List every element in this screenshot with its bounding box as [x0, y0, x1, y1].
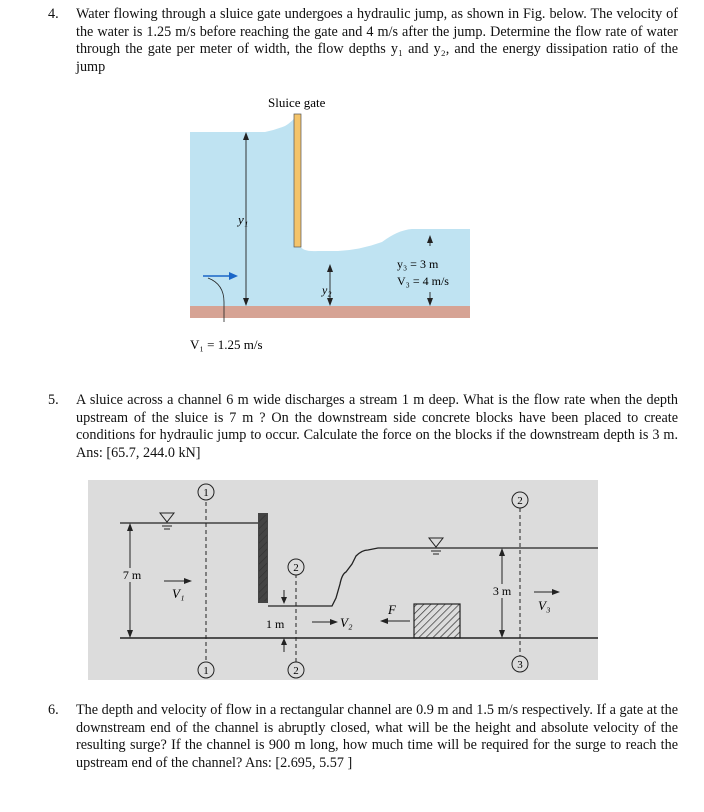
sluice-gate-figure	[150, 92, 530, 362]
problem-6-number: 6.	[48, 702, 59, 718]
sluice-gate-hatch	[259, 515, 267, 601]
section-1-top-label: 1	[203, 487, 209, 499]
problem-5-number: 5.	[48, 392, 59, 408]
v1-label: V₁	[172, 586, 185, 601]
depth-upstream-label: 7 m	[122, 568, 142, 582]
figure-background	[88, 480, 598, 680]
v2-label: V₂	[340, 615, 353, 630]
force-label: F	[388, 602, 396, 617]
y2-label: y₂	[322, 283, 332, 297]
problem-5	[48, 392, 678, 462]
concrete-block	[414, 604, 460, 638]
problem-5-text: A sluice across a channel 6 m wide discharges a stream 1 m deep. What is the flow rate when the depth upstream of the sluice is 7 m ? On the downstream side concrete blocks have been placed to create conditions for hydraulic jump to occur. Calculate the force on the blocks if the downstream depth is 3 m. Ans: [65.7, 244.0 kN]	[76, 392, 678, 461]
depth-jet-label: 1 m	[266, 617, 285, 631]
problem-4-text: Water flowing through a sluice gate undergoes a hydraulic jump, as shown in Fig. below. The velocity of the water is 1.25 m/s before reaching the gate and 4 m/s after the jump. Determine the flow rate of water through the gate per meter of width, the flow depths y₁ and y₂, and the energy dissipation ratio of the jump	[76, 6, 678, 75]
y1-label: y₁	[238, 212, 249, 227]
section-1-bottom-label: 1	[203, 665, 209, 677]
v1-label: V₁ = 1.25 m/s	[190, 337, 263, 352]
v3-label: V₃	[538, 598, 551, 613]
problem-6-text: The depth and velocity of flow in a rectangular channel are 0.9 m and 1.5 m/s respectively. If a gate at the downstream end of the channel is abruptly closed, what will be the height and absolute velocity of the resulting surge? If the channel is 900 m long, how much time will be required for the surge to reach the upstream end of the channel? Ans: [2.695, 5.57 ]	[76, 702, 678, 771]
section-3-bottom-label: 3	[517, 659, 523, 671]
depth-downstream-label: 3 m	[492, 584, 512, 598]
section-3-top-label: 2	[517, 495, 523, 507]
problem-6	[48, 702, 678, 772]
y3-label: y₃ = 3 m	[397, 257, 439, 271]
section-2-bottom-label: 2	[293, 665, 299, 677]
sluice-gate	[294, 114, 301, 247]
problem-4-number: 4.	[48, 6, 59, 22]
v3-label: V₃ = 4 m/s	[397, 274, 449, 288]
section-2-top-label: 2	[293, 562, 299, 574]
problem-4	[48, 6, 678, 76]
sluice-gate-label: Sluice gate	[268, 95, 326, 110]
channel-bed	[190, 306, 470, 318]
sluice-blocks-figure	[88, 480, 598, 680]
